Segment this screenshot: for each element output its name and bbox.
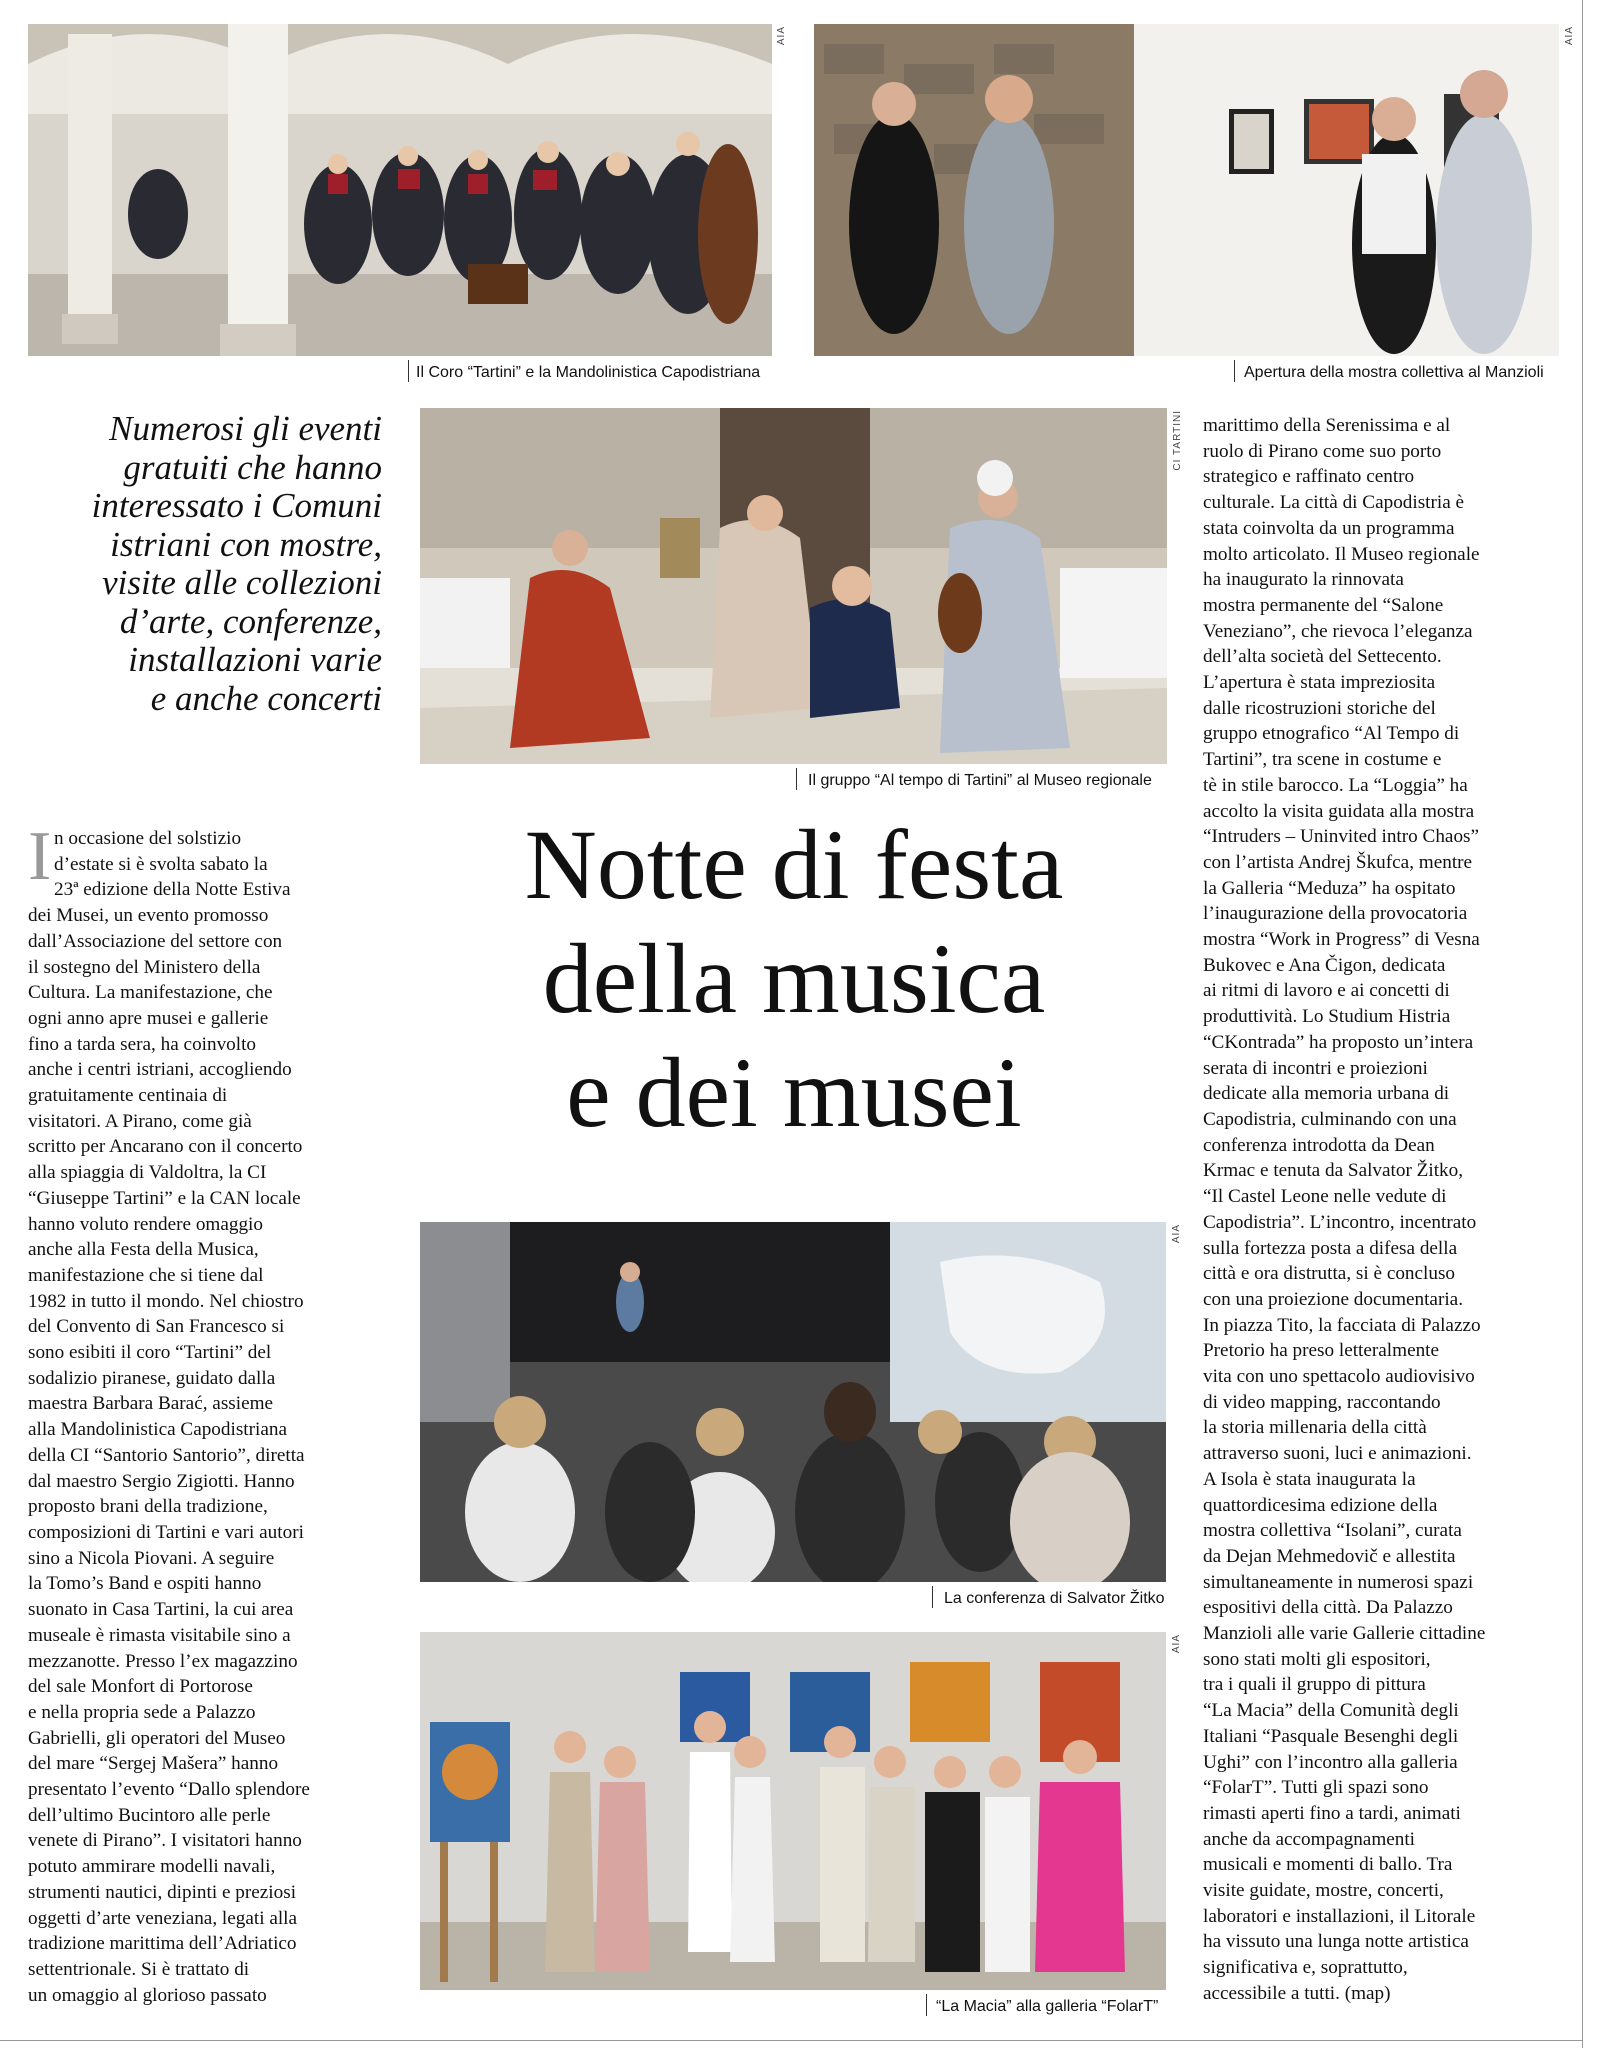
body-line: tè in stile barocco. La “Loggia” ha: [1203, 774, 1468, 796]
lede-line: visite alle collezioni: [102, 563, 382, 602]
body-line: 23ª edizione della Notte Estiva: [54, 879, 291, 901]
body-line: musicali e momenti di ballo. Tra: [1203, 1854, 1453, 1876]
page-bottom-rule: [0, 2040, 1583, 2041]
body-line: Veneziano”, che rievoca l’eleganza: [1203, 620, 1473, 642]
body-line: “Il Castel Leone nelle vedute di: [1203, 1186, 1447, 1208]
lede-line: e anche concerti: [150, 678, 382, 718]
body-line: simultaneamente in numerosi spazi: [1203, 1571, 1474, 1593]
body-line: fino a tarda sera, ha coinvolto: [28, 1033, 257, 1055]
body-line: dell’ultimo Bucintoro alle perle: [28, 1804, 271, 1826]
body-line: A Isola è stata inaugurata la: [1203, 1468, 1416, 1490]
body-line: ha vissuto una lunga notte artistica: [1203, 1931, 1469, 1953]
body-line: gruppo etnografico “Al Tempo di: [1203, 723, 1460, 745]
article-body-left: [28, 818, 400, 2008]
body-line: composizioni di Tartini e vari autori: [28, 1521, 304, 1543]
body-line: dedicate alla memoria urbana di: [1203, 1083, 1450, 1105]
body-line: sino a Nicola Piovani. A seguire: [28, 1547, 275, 1569]
body-line: sono esibiti il coro “Tartini” del: [28, 1342, 272, 1364]
body-line: maestra Barbara Barać, assieme: [28, 1393, 274, 1415]
body-line: accessibile a tutti. (map): [1203, 1982, 1391, 2004]
body-line: Capodistria, culminando con una: [1203, 1108, 1457, 1130]
body-line: visitatori. A Pirano, come già: [28, 1110, 252, 1132]
photo-credit: AIA: [1171, 1224, 1182, 1244]
drop-cap: I: [28, 818, 52, 895]
caption-la-macia: “La Macia” alla galleria “FolarT”: [936, 1998, 1159, 2015]
body-line: e nella propria sede a Palazzo: [28, 1701, 256, 1723]
body-line: mostra “Work in Progress” di Vesna: [1203, 929, 1480, 951]
body-line: vita con uno spettacolo audiovisivo: [1203, 1366, 1475, 1388]
body-line: museale è rimasta visitabile sino a: [28, 1624, 291, 1646]
body-line: settentrionale. Si è trattato di: [28, 1958, 250, 1980]
photo-gruppo-tartini: [420, 408, 1167, 764]
body-line: hanno voluto rendere omaggio: [28, 1213, 263, 1235]
body-line: sodalizio piranese, guidato dalla: [28, 1367, 276, 1389]
lede-line: d’arte, conferenze,: [119, 601, 382, 641]
body-line: da Dejan Mehmedovič e allestita: [1203, 1545, 1456, 1567]
body-line: dal maestro Sergio Zigiotti. Hanno: [28, 1470, 295, 1492]
body-line: città e ora distrutta, si è concluso: [1203, 1263, 1456, 1285]
body-line: tra i quali il gruppo di pittura: [1203, 1674, 1426, 1696]
body-line: scritto per Ancarano con il concerto: [28, 1136, 303, 1158]
body-line: significativa e, soprattutto,: [1203, 1957, 1408, 1979]
body-line: quattordicesima edizione della: [1203, 1494, 1438, 1516]
body-line: anche i centri istriani, accogliendo: [28, 1059, 292, 1081]
body-line: del Convento di San Francesco si: [28, 1316, 285, 1338]
body-line: mostra permanente del “Salone: [1203, 594, 1444, 616]
body-line: con una proiezione documentaria.: [1203, 1288, 1463, 1310]
body-line: Italiani “Pasquale Besenghi degli: [1203, 1725, 1459, 1747]
body-line: un omaggio al glorioso passato: [28, 1984, 267, 2006]
body-line: ha inaugurato la rinnovata: [1203, 569, 1404, 591]
body-line: produttività. Lo Studium Histria: [1203, 1006, 1451, 1028]
photo-credit: AIA: [776, 26, 787, 46]
caption-gruppo-tartini: Il gruppo “Al tempo di Tartini” al Museo regionale: [808, 772, 1152, 789]
body-line: dalle ricostruzioni storiche del: [1203, 697, 1436, 719]
lede-line: installazioni varie: [128, 640, 382, 679]
body-line: mostra collettiva “Isolani”, curata: [1203, 1520, 1462, 1542]
body-line: alla spiaggia di Valdoltra, la CI: [28, 1162, 267, 1184]
headline-line: Notte di festa: [524, 809, 1064, 920]
body-line: gratuitamente centinaia di: [28, 1085, 228, 1107]
body-line: presentato l’evento “Dallo splendore: [28, 1779, 310, 1801]
body-line: con l’artista Andrej Škufca, mentre: [1203, 851, 1473, 873]
body-line: anche da accompagnamenti: [1203, 1828, 1416, 1850]
body-line: la Tomo’s Band e ospiti hanno: [28, 1573, 262, 1595]
body-line: d’estate si è svolta sabato la: [54, 853, 268, 875]
caption-rule: [1234, 360, 1235, 382]
caption-mostra-manzioli: Apertura della mostra collettiva al Manzioli: [1244, 364, 1544, 381]
body-line: visite guidate, mostre, concerti,: [1203, 1880, 1444, 1902]
caption-coro-tartini: Il Coro “Tartini” e la Mandolinistica Capodistriana: [416, 364, 761, 381]
lede-line: gratuiti che hanno: [123, 447, 382, 487]
body-line: espositivi della città. Da Palazzo: [1203, 1597, 1453, 1619]
body-line: Krmac e tenuta da Salvator Žitko,: [1203, 1160, 1464, 1182]
body-line: dell’alta società del Settecento.: [1203, 646, 1442, 668]
photo-conferenza-zitko: [420, 1222, 1166, 1582]
photo-credit: AIA: [1564, 26, 1575, 46]
body-line: strategico e raffinato centro: [1203, 466, 1415, 488]
caption-rule: [926, 1994, 927, 2016]
body-line: serata di incontri e proiezioni: [1203, 1057, 1428, 1079]
lede-line: istriani con mostre,: [110, 524, 382, 564]
body-line: anche alla Festa della Musica,: [28, 1239, 259, 1261]
photo-coro-tartini: [28, 24, 772, 356]
body-line: del sale Monfort di Portorose: [28, 1676, 253, 1698]
body-line: del mare “Sergej Mašera” hanno: [28, 1753, 279, 1775]
body-line: In piazza Tito, la facciata di Palazzo: [1203, 1314, 1481, 1336]
body-line: Manzioli alle varie Gallerie cittadine: [1203, 1623, 1486, 1645]
body-line: l’inaugurazione della provocatoria: [1203, 903, 1468, 925]
body-line: conferenza introdotta da Dean: [1203, 1134, 1435, 1156]
body-line: oggetti d’arte veneziana, legati alla: [28, 1907, 298, 1929]
body-line: “CKontrada” ha proposto un’intera: [1203, 1031, 1474, 1053]
body-line: molto articolato. Il Museo regionale: [1203, 543, 1480, 565]
caption-rule: [408, 360, 409, 382]
lede-line: Numerosi gli eventi: [109, 409, 382, 448]
body-line: mezzanotte. Presso l’ex magazzino: [28, 1650, 298, 1672]
body-line: della CI “Santorio Santorio”, diretta: [28, 1444, 305, 1466]
body-line: il sostegno del Ministero della: [28, 956, 261, 978]
body-line: Cultura. La manifestazione, che: [28, 982, 273, 1004]
body-line: “FolarT”. Tutti gli spazi sono: [1203, 1777, 1429, 1799]
photo-credit: AIA: [1171, 1634, 1182, 1654]
lede-line: interessato i Comuni: [91, 486, 382, 525]
body-line: stata coinvolta da un programma: [1203, 517, 1455, 539]
body-line: “La Macia” della Comunità degli: [1203, 1700, 1459, 1722]
body-line: rimasti aperti fino a tardi, animati: [1203, 1802, 1461, 1824]
body-line: Gabrielli, gli operatori del Museo: [28, 1727, 286, 1749]
body-line: Ughi” con l’incontro alla galleria: [1203, 1751, 1458, 1773]
body-line: potuto ammirare modelli navali,: [28, 1856, 276, 1878]
caption-conferenza-zitko: La conferenza di Salvator Žitko: [944, 1590, 1165, 1607]
body-line: ogni anno apre musei e gallerie: [28, 1007, 269, 1029]
body-line: suonato in Casa Tartini, la cui area: [28, 1599, 294, 1621]
caption-rule: [932, 1586, 933, 1608]
article-lede: [24, 410, 382, 718]
caption-rule: [796, 768, 797, 790]
body-line: L’apertura è stata impreziosita: [1203, 672, 1436, 694]
body-line: Tartini”, tra scene in costume e: [1203, 749, 1442, 771]
headline: [420, 808, 1168, 1150]
body-line: Bukovec e Ana Čigon, dedicata: [1203, 954, 1446, 976]
body-line: la storia millenaria della città: [1203, 1417, 1427, 1439]
body-line: dall’Associazione del settore con: [28, 930, 283, 952]
page-edge-rule: [1582, 0, 1583, 2048]
body-line: alla Mandolinistica Capodistriana: [28, 1419, 287, 1441]
body-line: la Galleria “Meduza” ha ospitato: [1203, 877, 1456, 899]
body-line: 1982 in tutto il mondo. Nel chiostro: [28, 1290, 304, 1312]
body-line: “Giuseppe Tartini” e la CAN locale: [28, 1187, 301, 1209]
body-line: laboratori e installazioni, il Litorale: [1203, 1905, 1476, 1927]
body-line: marittimo della Serenissima e al: [1203, 415, 1451, 436]
body-line: culturale. La città di Capodistria è: [1203, 492, 1465, 514]
body-line: attraverso suoni, luci e animazioni.: [1203, 1443, 1472, 1465]
body-line: Capodistria”. L’incontro, incentrato: [1203, 1211, 1477, 1233]
photo-mostra-manzioli: [814, 24, 1559, 356]
article-body-right: [1203, 413, 1573, 2007]
body-line: venete di Pirano”. I visitatori hanno: [28, 1830, 302, 1852]
headline-line: della musica: [542, 923, 1046, 1034]
body-line: sono stati molti gli espositori,: [1203, 1648, 1431, 1670]
body-line: tradizione marittima dell’Adriatico: [28, 1933, 297, 1955]
body-line: proposto brani della tradizione,: [28, 1496, 268, 1518]
body-line: dei Musei, un evento promosso: [28, 905, 269, 927]
body-line: “Intruders – Uninvited intro Chaos”: [1203, 826, 1480, 848]
body-line: strumenti nautici, dipinti e preziosi: [28, 1881, 297, 1903]
body-line: n occasione del solstizio: [54, 828, 242, 849]
body-line: Pretorio ha preso letteralmente: [1203, 1340, 1440, 1362]
body-line: accolto la visita guidata alla mostra: [1203, 800, 1475, 822]
body-line: sulla fortezza posta a difesa della: [1203, 1237, 1458, 1259]
headline-line: e dei musei: [566, 1037, 1022, 1148]
body-line: manifestazione che si tiene dal: [28, 1264, 264, 1286]
body-line: di video mapping, raccontando: [1203, 1391, 1441, 1413]
photo-la-macia: [420, 1632, 1166, 1990]
body-line: ruolo di Pirano come suo porto: [1203, 440, 1442, 462]
body-line: ai ritmi di lavoro e ai concetti di: [1203, 980, 1450, 1002]
photo-credit: CI TARTINI: [1172, 410, 1183, 471]
